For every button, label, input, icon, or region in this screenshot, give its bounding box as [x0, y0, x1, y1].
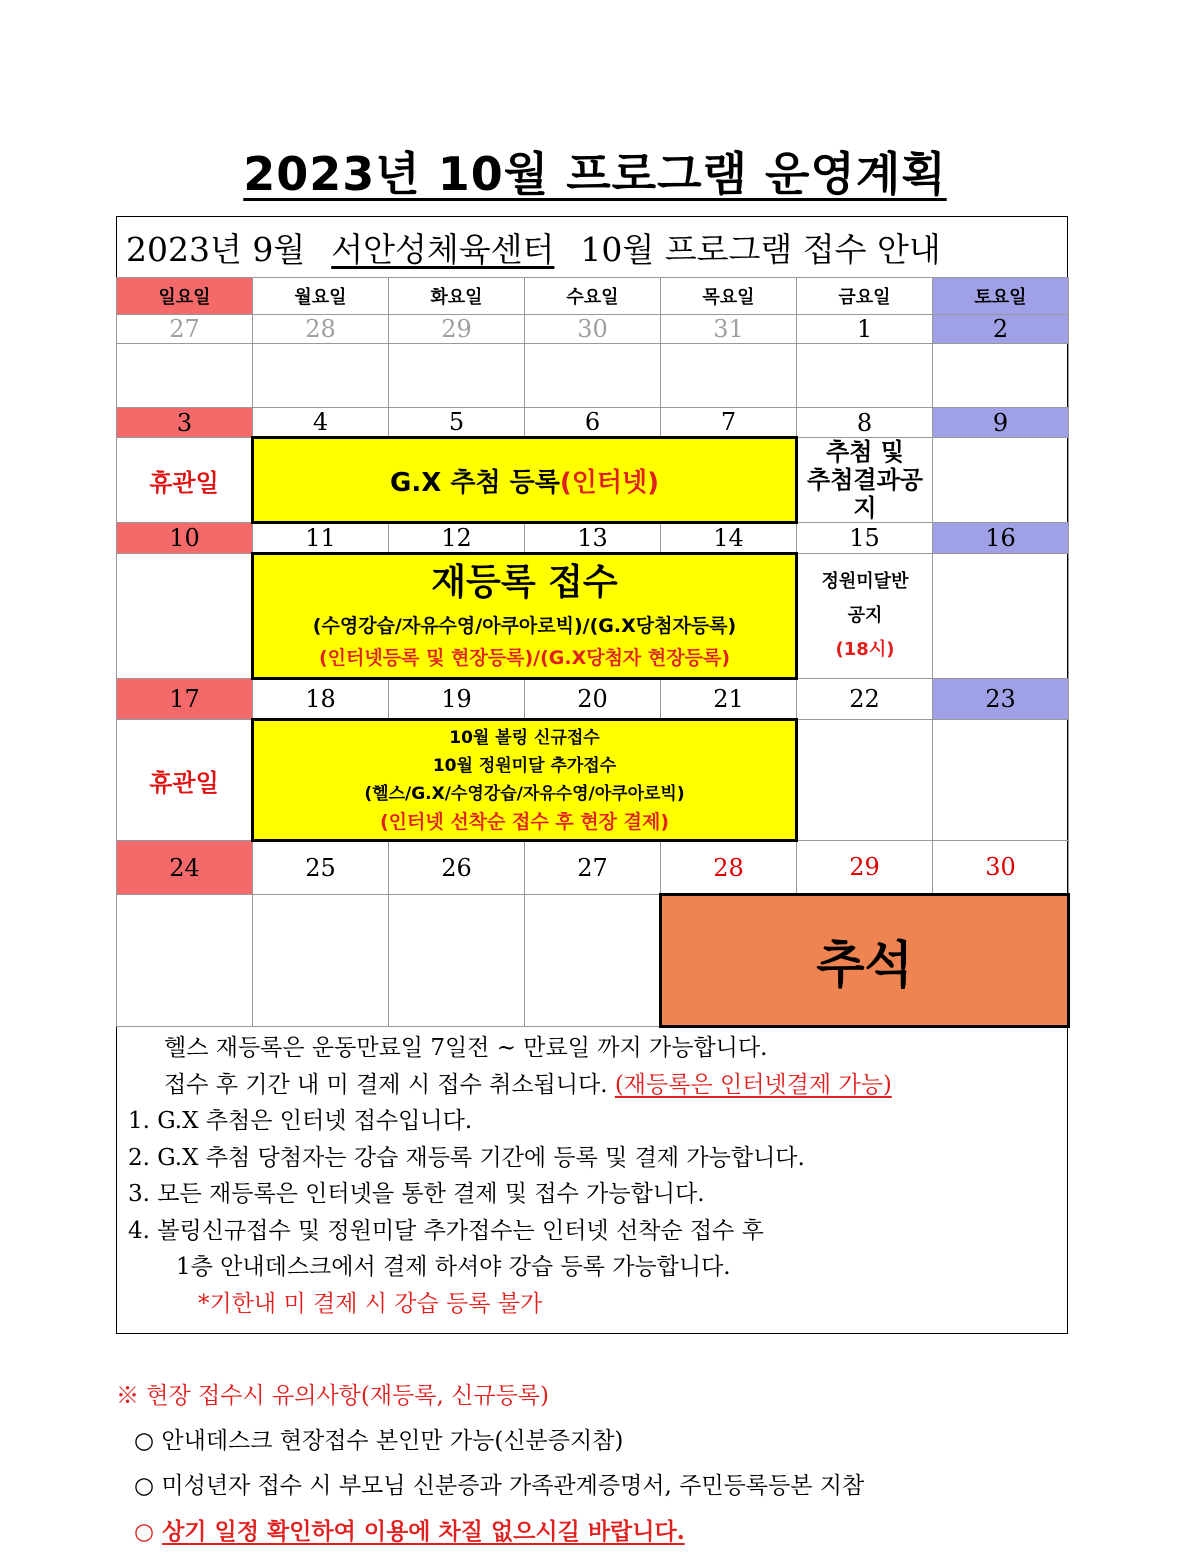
date-cell: 17 [117, 679, 253, 720]
date-row-week4 [117, 679, 1069, 720]
lottery-notice-line2: 추첨결과공지 [807, 466, 923, 522]
date-cell: 4 [253, 408, 389, 438]
date-cell: 2 [933, 315, 1069, 344]
empty-cell [253, 895, 389, 1027]
date-cell: 30 [525, 315, 661, 344]
bowling-line4: (인터넷 선착순 접수 후 현장 결제) [379, 811, 670, 833]
empty-cell [389, 344, 525, 408]
weekday-thursday: 목요일 [661, 278, 797, 315]
weekday-saturday: 토요일 [933, 278, 1069, 315]
bowling-line3: (헬스/G.X/수영강습/자유수영/아쿠아로빅) [364, 784, 685, 804]
bowling-line2: 10월 정원미달 추가접수 [432, 756, 617, 776]
date-cell: 6 [525, 408, 661, 438]
date-cell: 5 [389, 408, 525, 438]
weekday-header-row [117, 278, 1069, 315]
empty-cell [933, 344, 1069, 408]
date-cell: 10 [117, 523, 253, 554]
date-row-week5 [117, 841, 1069, 895]
date-row-week2 [117, 408, 1069, 438]
date-cell: 20 [525, 679, 661, 720]
empty-cell [117, 554, 253, 679]
weekday-friday: 금요일 [797, 278, 933, 315]
onsite-bullet: ○ 미성년자 접수 시 부모님 신분증과 가족관계증명서, 주민등록등본 지참 [134, 1473, 865, 1499]
date-cell: 14 [661, 523, 797, 554]
date-cell: 8 [797, 408, 933, 438]
shortfall-notice-line2: 공지 [847, 605, 883, 626]
date-cell: 19 [389, 679, 525, 720]
note-item-continued: 1층 안내데스크에서 결제 하셔야 강습 등록 가능합니다. [176, 1254, 731, 1280]
date-cell: 1 [797, 315, 933, 344]
content-row-week2 [117, 438, 1069, 523]
date-cell: 28 [661, 841, 797, 895]
lottery-result-notice [797, 438, 933, 523]
weekday-monday: 월요일 [253, 278, 389, 315]
onsite-important-text: 상기 일정 확인하여 이용에 차질 없으시길 바랍니다. [162, 1518, 685, 1545]
onsite-heading: ※ 현장 접수시 유의사항(재등록, 신규등록) [116, 1383, 549, 1409]
empty-cell [117, 895, 253, 1027]
date-cell: 3 [117, 408, 253, 438]
content-row-week4 [117, 720, 1069, 841]
subtitle-center-name: 서안성체육센터 [331, 230, 555, 269]
date-cell: 31 [661, 315, 797, 344]
date-cell: 27 [525, 841, 661, 895]
note-item: 1. G.X 추첨은 인터넷 접수입니다. [128, 1108, 473, 1134]
date-row-week3 [117, 523, 1069, 554]
bowling-line1: 10월 볼링 신규접수 [449, 728, 600, 748]
date-cell: 12 [389, 523, 525, 554]
subtitle-suffix: 10월 프로그램 접수 안내 [580, 230, 941, 269]
date-cell: 15 [797, 523, 933, 554]
date-cell: 13 [525, 523, 661, 554]
note-line-red: (재등록은 인터넷결제 가능) [614, 1071, 892, 1098]
date-cell: 9 [933, 408, 1069, 438]
re-registration-method: (인터넷등록 및 현장등록)/(G.X당첨자 현장등록) [319, 647, 730, 669]
empty-cell [117, 344, 253, 408]
bowling-registration-block [253, 720, 797, 841]
content-row-week1 [117, 344, 1069, 408]
notes-section [128, 1030, 892, 1322]
subtitle-prefix: 2023년 9월 [126, 230, 306, 269]
closed-day-label: 휴관일 [117, 720, 253, 841]
onsite-bullet-important [116, 1509, 864, 1554]
empty-cell [933, 438, 1069, 523]
date-cell: 30 [933, 841, 1069, 895]
note-item: 4. 볼링신규접수 및 정원미달 추가접수는 인터넷 선착순 접수 후 [128, 1217, 764, 1244]
date-cell: 22 [797, 679, 933, 720]
empty-cell [253, 344, 389, 408]
content-row-week5 [117, 895, 1069, 1027]
gx-lottery-label: G.X 추첨 등록 [390, 467, 560, 498]
gx-lottery-registration-block [253, 438, 797, 523]
onsite-bullet: ○ 안내데스크 현장접수 본인만 가능(신분증지참) [134, 1428, 624, 1454]
weekday-sunday: 일요일 [117, 278, 253, 315]
date-cell: 21 [661, 679, 797, 720]
lottery-notice-line1: 추첨 및 [826, 438, 904, 466]
note-item: 2. G.X 추첨 당첨자는 강습 재등록 기간에 등록 및 결제 가능합니다. [128, 1144, 805, 1171]
onsite-notice [116, 1374, 864, 1554]
date-cell: 16 [933, 523, 1069, 554]
date-cell: 25 [253, 841, 389, 895]
re-registration-programs: (수영강습/자유수영/아쿠아로빅)/(G.X당첨자등록) [312, 615, 737, 637]
date-row-week1 [117, 315, 1069, 344]
date-cell: 7 [661, 408, 797, 438]
note-warning: *기한내 미 결제 시 강습 등록 불가 [198, 1290, 543, 1317]
empty-cell [797, 344, 933, 408]
re-registration-block [253, 554, 797, 679]
date-cell: 11 [253, 523, 389, 554]
date-cell: 29 [389, 315, 525, 344]
empty-cell [661, 344, 797, 408]
shortfall-notice-time: (18시) [835, 639, 895, 660]
gx-lottery-internet-label: (인터넷) [559, 467, 659, 498]
date-cell: 27 [117, 315, 253, 344]
date-cell: 28 [253, 315, 389, 344]
empty-cell [525, 895, 661, 1027]
date-cell: 24 [117, 841, 253, 895]
shortfall-notice-line1: 정원미달반 [821, 571, 909, 592]
date-cell: 23 [933, 679, 1069, 720]
shortfall-class-notice [797, 554, 933, 679]
note-line [128, 1067, 892, 1104]
note-line-text: 접수 후 기간 내 미 결제 시 접수 취소됩니다. [164, 1071, 608, 1098]
date-cell: 29 [797, 841, 933, 895]
closed-day-label: 휴관일 [117, 438, 253, 523]
date-cell: 18 [253, 679, 389, 720]
weekday-tuesday: 화요일 [389, 278, 525, 315]
re-registration-title: 재등록 접수 [431, 562, 618, 603]
content-row-week3 [117, 554, 1069, 679]
chuseok-holiday-block: 추석 [661, 895, 1069, 1027]
empty-cell [797, 720, 933, 841]
calendar-table [116, 277, 1070, 1028]
weekday-wednesday: 수요일 [525, 278, 661, 315]
bullet-mark: ○ [134, 1518, 155, 1545]
empty-cell [933, 554, 1069, 679]
date-cell: 26 [389, 841, 525, 895]
page-title: 2023년 10월 프로그램 운영계획 [243, 147, 947, 201]
empty-cell [933, 720, 1069, 841]
note-item: 3. 모든 재등록은 인터넷을 통한 결제 및 접수 가능합니다. [128, 1181, 705, 1207]
note-line: 헬스 재등록은 운동만료일 7일전 ~ 만료일 까지 가능합니다. [164, 1035, 768, 1061]
empty-cell [389, 895, 525, 1027]
calendar-subtitle [126, 224, 941, 271]
empty-cell [525, 344, 661, 408]
